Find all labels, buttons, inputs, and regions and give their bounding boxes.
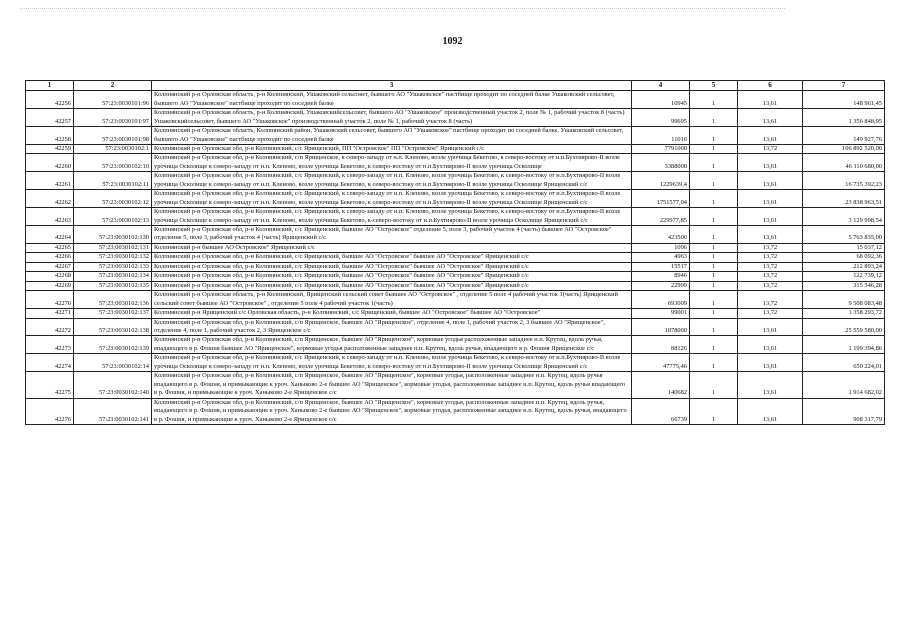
cadastral-number: 57:23:0030102:133 xyxy=(74,262,152,271)
count-cell: 1 xyxy=(690,281,738,290)
parcel-description: Колпнянский р-н Орловская обл, р-н Колпнянский, с/с Ярищенский, бывшее АО "Островское" бывшее АО "Островское" Ярищенский с/с xyxy=(152,253,632,262)
cadastral-number: 57:23:0030102:1 xyxy=(74,144,152,153)
row-number: 42260 xyxy=(26,154,74,172)
row-number: 42258 xyxy=(26,127,74,145)
parcel-description: Колпнянский р-н Орловская обл, р-н Колпнянский, с/с Ярищенский, бывшее АО "Островское" бывшее АО "Островское" Ярищенский с/с xyxy=(152,262,632,271)
parcel-area: 1229639,4 xyxy=(632,172,690,190)
cadastral-number: 57:23:0030102:11 xyxy=(74,172,152,190)
row-number: 42263 xyxy=(26,208,74,226)
rate-cell: 13,72 xyxy=(738,144,803,153)
count-cell: 1 xyxy=(690,144,738,153)
row-number: 42275 xyxy=(26,372,74,398)
parcel-description: Колпнянский р-н Орловская область, Колпнянский район, Ушаковский сельсовет, бывшего АО "Ушаковское" пастбище проходит по соседней балке. Ушаковский сельсовет, бывшего АО "Ушаковское" пастбище проходит по соседней балке xyxy=(152,127,632,145)
cadastral-value: 1 358 293,72 xyxy=(803,309,885,318)
rate-cell: 13,72 xyxy=(738,291,803,309)
cadastral-value: 15 037,12 xyxy=(803,243,885,252)
cadastral-number: 57:23:0030102:14 xyxy=(74,354,152,372)
parcel-area: 66739 xyxy=(632,398,690,424)
count-cell: 1 xyxy=(690,398,738,424)
cadastral-number: 57:23:0030102:136 xyxy=(74,291,152,309)
rate-cell: 13,61 xyxy=(738,226,803,244)
rate-cell: 13,61 xyxy=(738,109,803,127)
cadastral-value: 1 199 394,86 xyxy=(803,336,885,354)
cadastral-value: 122 739,12 xyxy=(803,272,885,281)
row-number: 42261 xyxy=(26,172,74,190)
cadastral-number: 57:23:0030102:13 xyxy=(74,208,152,226)
cadastral-value: 1 356 848,95 xyxy=(803,109,885,127)
table-row xyxy=(26,318,885,336)
count-cell: 1 xyxy=(690,154,738,172)
column-header: 6 xyxy=(738,81,803,91)
table-row xyxy=(26,154,885,172)
rate-cell: 13,61 xyxy=(738,91,803,109)
parcel-description: Колпнянский р-н Орловская обл, р-н Колпнянский, с/с Ярищенский, к северо-западу от н.п. Кленово, возле урочища Бекетово, к северо-востоку от н.п.Бухтиярово-II возле урочища Осколище к северо-западу от н.п. Кленово, возле урочища Бекетово, к северо-востоку от н.п.Бухтиярово-II возле урочища Осколище Ярищенский с/с xyxy=(152,190,632,208)
table-row xyxy=(26,208,885,226)
rate-cell: 13,72 xyxy=(738,243,803,252)
count-cell: 1 xyxy=(690,253,738,262)
row-number: 42267 xyxy=(26,262,74,271)
count-cell: 1 xyxy=(690,318,738,336)
count-cell: 1 xyxy=(690,262,738,271)
row-number: 42271 xyxy=(26,309,74,318)
cadastral-value: 315 546,28 xyxy=(803,281,885,290)
parcel-area: 10945 xyxy=(632,91,690,109)
cadastral-number: 57:23:0030102:130 xyxy=(74,226,152,244)
row-number: 42262 xyxy=(26,190,74,208)
count-cell: 1 xyxy=(690,272,738,281)
parcel-area: 8946 xyxy=(632,272,690,281)
rate-cell: 13,61 xyxy=(738,372,803,398)
count-cell: 1 xyxy=(690,309,738,318)
cadastral-value: 212 893,24 xyxy=(803,262,885,271)
cadastral-table xyxy=(25,80,885,425)
parcel-description: Колпнянский р-н Орловская обл, р-н Колпнянский, с/с Ярищенский, к северо-западу от н.п. Кленово, возле урочища Бекетово, к северо-востоку от н.п.Бухтиярово-II возле урочища Осколище к северо-западу от н.п. Кленово, возле урочища Бекетово, к северо-востоку от н.п.Бухтиярово-II возле урочища Осколище Ярищенский с/с xyxy=(152,172,632,190)
cadastral-value: 5 763 835,00 xyxy=(803,226,885,244)
column-header: 2 xyxy=(74,81,152,91)
column-header: 7 xyxy=(803,81,885,91)
parcel-area: 99695 xyxy=(632,109,690,127)
cadastral-number: 57:23:0030102:132 xyxy=(74,253,152,262)
cadastral-number: 57:23:0030101:98 xyxy=(74,127,152,145)
parcel-description: Колпнянский р-н Орловская обл, р-н Колпнянский, с/п Ярищенское, бывшее АО "Ярищенское", кормовые угодья расположенные западнее н.п. Крутец, вдоль ручья, впадающего в р. Фошня бывшее АО "Ярищенское", кормовые угодья расположенные западнее н.п. Крутец, вдоль ручья, впадающего в р. Фошня Ярищенское с/с xyxy=(152,336,632,354)
rate-cell: 13,72 xyxy=(738,281,803,290)
parcel-area: 4963 xyxy=(632,253,690,262)
rate-cell: 13,61 xyxy=(738,172,803,190)
table-row xyxy=(26,272,885,281)
cadastral-number: 57:23:0030102:12 xyxy=(74,190,152,208)
table-row xyxy=(26,336,885,354)
row-number: 42268 xyxy=(26,272,74,281)
parcel-description: Колпнянский р-н Орловская обл, р-н Колпнянский, с/с Ярищенский, бывшее АО "Островское" бывшее АО "Островское" Ярищенский с/с xyxy=(152,272,632,281)
scan-header-line xyxy=(20,8,785,23)
parcel-description: Колпнянский р-н Орловская обл, р-н Колпнянский, с/с Ярищенский, к северо-западу от н.п. Кленово, возле урочища Бекетово, к северо-востоку от н.п.Бухтиярово-II возле урочища Осколище к северо-западу от н.п. Кленово, возле урочища Бекетово, к северо-востоку от н.п.Бухтиярово-II возле урочища Осколище Ярищенский с/с xyxy=(152,354,632,372)
count-cell: 1 xyxy=(690,336,738,354)
parcel-description: Колпнянский р-н Орловская обл, р-н Колпнянский, с/с Ярищенский, бывшее АО "Островское" отделение 5, поле 3, рабочий участок 4 (часть) бывшее АО "Островское" отделение 5, поле 3, рабочий участок 4 (часть) Ярищенский с/с xyxy=(152,226,632,244)
count-cell: 1 xyxy=(690,127,738,145)
parcel-area: 1096 xyxy=(632,243,690,252)
cadastral-number: 57:23:0030102:131 xyxy=(74,243,152,252)
count-cell: 1 xyxy=(690,372,738,398)
parcel-area: 229977,85 xyxy=(632,208,690,226)
cadastral-value: 650 224,01 xyxy=(803,354,885,372)
parcel-area: 3388000 xyxy=(632,154,690,172)
column-header: 1 xyxy=(26,81,74,91)
table-row xyxy=(26,243,885,252)
cadastral-value: 16 735 392,23 xyxy=(803,172,885,190)
count-cell: 1 xyxy=(690,172,738,190)
table-row xyxy=(26,91,885,109)
parcel-area: 22999 xyxy=(632,281,690,290)
cadastral-value: 68 092,36 xyxy=(803,253,885,262)
table-row xyxy=(26,253,885,262)
cadastral-number: 57:23:0030102:139 xyxy=(74,336,152,354)
cadastral-number: 57:23:0030102:135 xyxy=(74,281,152,290)
cadastral-number: 57:23:0030102:140 xyxy=(74,372,152,398)
rate-cell: 13,72 xyxy=(738,253,803,262)
row-number: 42273 xyxy=(26,336,74,354)
page-number: 1092 xyxy=(442,36,463,47)
parcel-description: Колпнянский р-н Орловская обл, р-н Колпнянский, с/п Ярищенское, бывшее АО "Ярищенское", отделение 4, поле 1, рабочий участок 2, 3 бывшее АО "Ярищенское", отделение 4, поле 1, рабочий участок 2, 3 Ярищенское с/с xyxy=(152,318,632,336)
row-number: 42264 xyxy=(26,226,74,244)
parcel-description: Колпнянский р-н Ярищенский с/с Орловская область, р-н Колпнянский, с/с Ярищенский, бывшее АО "Островское" бывшее АО "Островское" xyxy=(152,309,632,318)
table-row xyxy=(26,262,885,271)
table-header-row xyxy=(26,81,885,91)
rate-cell: 13,72 xyxy=(738,309,803,318)
table-row xyxy=(26,354,885,372)
cadastral-value: 9 508 083,48 xyxy=(803,291,885,309)
table-row xyxy=(26,144,885,153)
row-number: 42272 xyxy=(26,318,74,336)
table-row xyxy=(26,226,885,244)
cadastral-value: 3 129 998,54 xyxy=(803,208,885,226)
parcel-area: 15517 xyxy=(632,262,690,271)
rate-cell: 13,61 xyxy=(738,336,803,354)
rate-cell: 13,61 xyxy=(738,208,803,226)
row-number: 42266 xyxy=(26,253,74,262)
row-number: 42270 xyxy=(26,291,74,309)
cadastral-value: 148 961,45 xyxy=(803,91,885,109)
cadastral-number: 57:23:0030102:138 xyxy=(74,318,152,336)
rate-cell: 13,72 xyxy=(738,262,803,271)
row-number: 42265 xyxy=(26,243,74,252)
rate-cell: 13,72 xyxy=(738,272,803,281)
row-number: 42269 xyxy=(26,281,74,290)
parcel-area: 47775,46 xyxy=(632,354,690,372)
column-header: 3 xyxy=(152,81,632,91)
rate-cell: 13,61 xyxy=(738,398,803,424)
parcel-area: 88126 xyxy=(632,336,690,354)
parcel-description: Колпнянский р-н Орловская область, р-н Колпнянский, Ушаковскийсельсовет, бывшего АО "Ушаковское" производственный участок 2, поле № 1, рабочий участок 8 (часть) Ушаковскийсельсовет, бывшего АО "Ушаковское" производственный участок 2, поле № 1, рабочий участок 8 (часть) xyxy=(152,109,632,127)
table-row xyxy=(26,281,885,290)
count-cell: 1 xyxy=(690,190,738,208)
cadastral-number: 57:23:0030102:134 xyxy=(74,272,152,281)
parcel-description: Колпнянский р-н Орловская обл, р-н Колпнянский, с/с Ярищенский, к северо-западу от н.п. Кленово, возле урочища Бекетово, к северо-востоку от н.п.Бухтиярово-II возле урочища Осколище к северо-западу от н.п. Кленово, возле урочища Бекетово, к-северо-востоку от н.п.Бухтиярово-II возле урочища Осколище Ярищенский с/с xyxy=(152,208,632,226)
parcel-area: 423500 xyxy=(632,226,690,244)
row-number: 42274 xyxy=(26,354,74,372)
table-row xyxy=(26,309,885,318)
parcel-description: Колпнянский р-н бывшее АО Островское" Ярищенский с/с xyxy=(152,243,632,252)
parcel-area: 11016 xyxy=(632,127,690,145)
parcel-description: Колпнянский р-н Орловская обл, р-н Колпнянский, с/п Ярищенское, бывшее АО "Ярищенское", кормовые угодья, расположенные западнее н.п. Крутец, вдоль ручья впадающего в р. Фошня, и примыкающие к уроч. Ханыково 2-е бывшее АО "Ярищенское", кормовые угодья, расположенные западнее н.п. Крутец, вдоль ручья впадающего в р. Фошня, и примыкающие к уроч. Ханыково 2-е Ярищенское с/с xyxy=(152,372,632,398)
parcel-description: Колпнянский р-н Орловская обл, р-н Колпнянский, с/п Ярищенское, к северо-западу от н.п. Кленово, возле урочища Бекетово, к северо-востоку от н.п.Бухтиярово-II возле урочища Осколище к северо-западу от н.п. Кленово, возле урочища Бекетово, к северо-востоку от н.п.Бухтиярово-II возле урочища Осколище xyxy=(152,154,632,172)
cadastral-value: 25 559 580,00 xyxy=(803,318,885,336)
row-number: 42259 xyxy=(26,144,74,153)
column-header: 5 xyxy=(690,81,738,91)
table-row xyxy=(26,109,885,127)
cadastral-number: 57:23:0030102:10 xyxy=(74,154,152,172)
table-row xyxy=(26,291,885,309)
row-number: 42256 xyxy=(26,91,74,109)
cadastral-number: 57:23:0030101:97 xyxy=(74,109,152,127)
count-cell: 1 xyxy=(690,91,738,109)
cadastral-number: 57:23:0030102:141 xyxy=(74,398,152,424)
count-cell: 1 xyxy=(690,354,738,372)
table-row xyxy=(26,190,885,208)
rate-cell: 13,61 xyxy=(738,318,803,336)
parcel-area: 1751577,04 xyxy=(632,190,690,208)
cadastral-value: 23 838 963,51 xyxy=(803,190,885,208)
cadastral-number: 57:23:0030101:96 xyxy=(74,91,152,109)
cadastral-value: 1 914 682,02 xyxy=(803,372,885,398)
parcel-area: 99001 xyxy=(632,309,690,318)
parcel-description: Колпнянский р-н Орловская область, р-н Колпнянский, Ушаковский сельсовет, бывшего АО "Ушаковское" пастбище проходит по соседней балке Ушаковский сельсовет, бывшего АО "Ушаковское" пастбище проходит по соседней балке xyxy=(152,91,632,109)
rate-cell: 13,61 xyxy=(738,354,803,372)
count-cell: 1 xyxy=(690,109,738,127)
parcel-area: 140682 xyxy=(632,372,690,398)
row-number: 42276 xyxy=(26,398,74,424)
count-cell: 1 xyxy=(690,208,738,226)
parcel-description: Колпнянский р-н Орловская обл, р-н Колпнянский, с/п Ярищенское, бывшее АО "Ярищенское", кормовые угодья, расположенные западнее н.п. Крутец, вдоль ручья, впадающего в р. Фошня, и примыкающие к уроч. Ханыково 2-е бывшее АО "Ярищенское", кормовые угодья, расположенные западнее н.п. Крутец, вдоль ручья, впадающего в р. Фошня, и примыкающие к уроч. Ханыково 2-е Ярищенское с/с xyxy=(152,398,632,424)
count-cell: 1 xyxy=(690,291,738,309)
count-cell: 1 xyxy=(690,243,738,252)
rate-cell: 13,61 xyxy=(738,190,803,208)
cadastral-value: 106 892 520,00 xyxy=(803,144,885,153)
cadastral-value: 46 110 680,00 xyxy=(803,154,885,172)
table-row xyxy=(26,172,885,190)
cadastral-value: 149 927,76 xyxy=(803,127,885,145)
table-row xyxy=(26,398,885,424)
row-number: 42257 xyxy=(26,109,74,127)
parcel-area: 693009 xyxy=(632,291,690,309)
table-row xyxy=(26,127,885,145)
parcel-area: 1878000 xyxy=(632,318,690,336)
parcel-area: 7791000 xyxy=(632,144,690,153)
parcel-description: Колпнянский р-н Орловская область, р-н Колпнянский, Ярищенский сельский совет бывшее АО "Островское" , отделение 5 поле 4 рабочий участок 1(часть) Ярищенский сельский совет бывшее АО "Островское" , отделение 5 поле 4 рабочий участок 1(часть) xyxy=(152,291,632,309)
parcel-description: Колпнянский р-н Орловская обл, р-н Колпнянский, с/с Ярищенский, ПП "Островское" ПП "Островское" Ярищенский с/с xyxy=(152,144,632,153)
rate-cell: 13,61 xyxy=(738,154,803,172)
column-header: 4 xyxy=(632,81,690,91)
count-cell: 1 xyxy=(690,226,738,244)
parcel-description: Колпнянский р-н Орловская обл, р-н Колпнянский, с/с Ярищенский, бывшее АО "Островское" бывшее АО "Островское" Ярищенский с/с xyxy=(152,281,632,290)
cadastral-number: 57:23:0030102:137 xyxy=(74,309,152,318)
table-row xyxy=(26,372,885,398)
rate-cell: 13,61 xyxy=(738,127,803,145)
cadastral-value: 908 317,79 xyxy=(803,398,885,424)
